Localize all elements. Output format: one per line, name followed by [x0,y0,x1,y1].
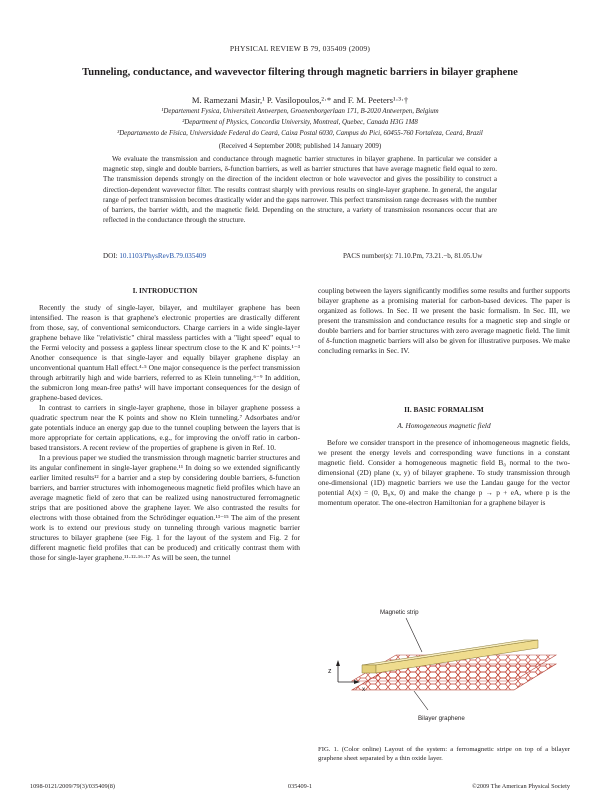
footer-page-number: 035409-1 [287,783,313,790]
strip-label: Magnetic strip [380,609,419,616]
graphene-label: Bilayer graphene [418,715,465,722]
z-axis-label: z [328,668,332,675]
figure-1-caption: FIG. 1. (Color online) Layout of the system: a ferromagnetic stripe on top of a bilayer graphene sheet separated by a thin oxide layer. [318,746,570,762]
intro-paragraph-1: Recently the study of single-layer, bilayer, and multilayer graphene has been intensified. The reason is that graphene's electronic properties are drastically different from those, say, of conventional semiconductors. Charge carriers in a wide single-layer graphene behave like "relativistic" chiral massless particles with a "light speed" equal to the Fermi velocity and possess a gapless linear spectrum close to the K and K' points.¹⁻³ Another consequence is that single-layer and equally bilayer graphene display an unconventional quantum Hall effect.⁴·⁵ One major consequence is the perfect transmission through arbitrarily high and wide barriers, referred to as Klein tunneling.⁶⁻⁹ In addition, the submicron long mean-free paths¹ will have important consequences for the design of graphene-based devices. [30,303,300,402]
intro-paragraph-2: In contrast to carriers in single-layer graphene, those in bilayer graphene possess a quadratic spectrum near the K points and show no Klein tunneling.⁷ Adsorbates and/or gate potentials induce an energy gap due to the tunnel coupling between the layers that is more appropriate for certain applications, e.g., for improving the on/off ratio in carbon-based transistors. A recent review of the properties of graphene is given in Ref. 10. [30,403,300,452]
affiliation-3: ³Departamento de Física, Universidade Federal do Ceará, Caixa Postal 6030, Campus do Pici, 60455-760 Fortaleza, Ceará, Brazil [117,130,483,137]
affiliation-2: ²Department of Physics, Concordia University, Montreal, Quebec, Canada H3G 1M8 [182,119,418,126]
footer-copyright: ©2009 The American Physical Society [471,783,570,790]
section-heading-basic-formalism: II. BASIC FORMALISM [404,405,484,414]
doi-link[interactable]: 10.1103/PhysRevB.79.035409 [119,252,207,260]
left-column [30,303,300,563]
strip-pointer [406,618,422,652]
section-heading-introduction: I. INTRODUCTION [132,286,198,295]
intro-paragraph-3: In a previous paper we studied the transmission through magnetic barrier structures and its angular confinement in single-layer graphene.¹¹ In doing so we extended significantly earlier limited results¹² for a barrier and a step by considering double barriers, δ-function barriers, and barrier structures with inhomogeneous magnetic field profiles which have an average magnetic field of zero that can be realized using nanostructured ferromagnetic strips that are positioned above the graphene layer. We also contrasted the results for electrons with those obtained from the Schrödinger equation.¹³⁻¹⁵ The aim of the present work is to extend our previous study on tunneling through various magnetic barrier structures to bilayer graphene (see Fig. 1 for the layout of the system and Fig. 2 for different magnetic field profiles that can be produced) and critically contrast them with those for single-layer graphene.¹¹·¹²·¹⁶·¹⁷ As will be seen, the tunnel [30,453,300,562]
subsection-heading: A. Homogeneous magnetic field [397,421,491,430]
author-list: M. Ramezani Masir,¹ P. Vasilopoulos,²·* and F. M. Peeters¹·³·† [191,95,409,105]
figure-1 [318,570,570,730]
received-date: (Received 4 September 2008; published 14 January 2009) [218,142,382,150]
right-column-body [318,438,570,508]
right-column-top [318,286,570,356]
journal-header: PHYSICAL REVIEW B 79, 035409 (2009) [229,44,371,53]
paper-title: Tunneling, conductance, and wavevector filtering through magnetic barriers in bilayer graphene [82,67,518,78]
affiliation-1: ¹Departement Fysica, Universiteit Antwerpen, Groenenborgerlaan 171, B-2020 Antwerpen, Belgium [161,108,439,115]
footer-issn: 1098-0121/2009/79(3)/035409(8) [30,783,115,790]
doi-line [103,252,206,260]
intro-continuation: coupling between the layers significantly modifies some results and further supports bilayer graphene as a promising material for carbon-based devices. The paper is organized as follows. In Sec. II we present the basic formalism. In Sec. III, we present the transmission and conductance results for a magnetic step and single or double barriers and for barrier structures with zero average magnetic field. The limit of δ-function magnetic barriers will also be given for illustrative purposes. We make concluding remarks in Sec. IV. [318,286,570,355]
figure-1-drawing [318,570,570,730]
abstract: We evaluate the transmission and conductance through magnetic barrier structures in bilayer graphene. In particular we consider a magnetic step, single and double barriers, δ-function barriers, as well as barrier structures that have average magnetic field equal to zero. The transmission depends strongly on the direction of the incident electron or hole wavevector and gives the possibility to construct a direction-dependent wavevector filter. The results contrast sharply with previous results on single-layer graphene. In general, the angular range of perfect transmission becomes drastically wider and the gaps narrower. This perfect transmission range decreases with the number of barriers, the barrier width, and the magnetic field. Depending on the structure, a variety of transmission resonances occur that are reflected in the conductance through the structure. [103,155,497,225]
graphene-pointer [414,691,428,710]
doi-label: DOI: [103,252,118,260]
formalism-paragraph: Before we consider transport in the presence of inhomogeneous magnetic fields, we present the energy levels and corresponding wave functions in a constant magnetic field. Consider a homogeneous magnetic field B₀ normal to the two-dimensional (2D) plane (x, y) of bilayer graphene. To study transmission through one-dimensional (1D) magnetic barriers we use the Landau gauge for the vector potential A(x) = (0, B₀x, 0) and make the change p → p + eA, where p is the momentum operator. The one-electron Hamiltonian for a graphene bilayer is [318,438,570,507]
pacs-numbers: PACS number(s): 71.10.Pm, 73.21.−b, 81.05.Uw [343,252,483,260]
x-axis-label: x [362,686,366,693]
